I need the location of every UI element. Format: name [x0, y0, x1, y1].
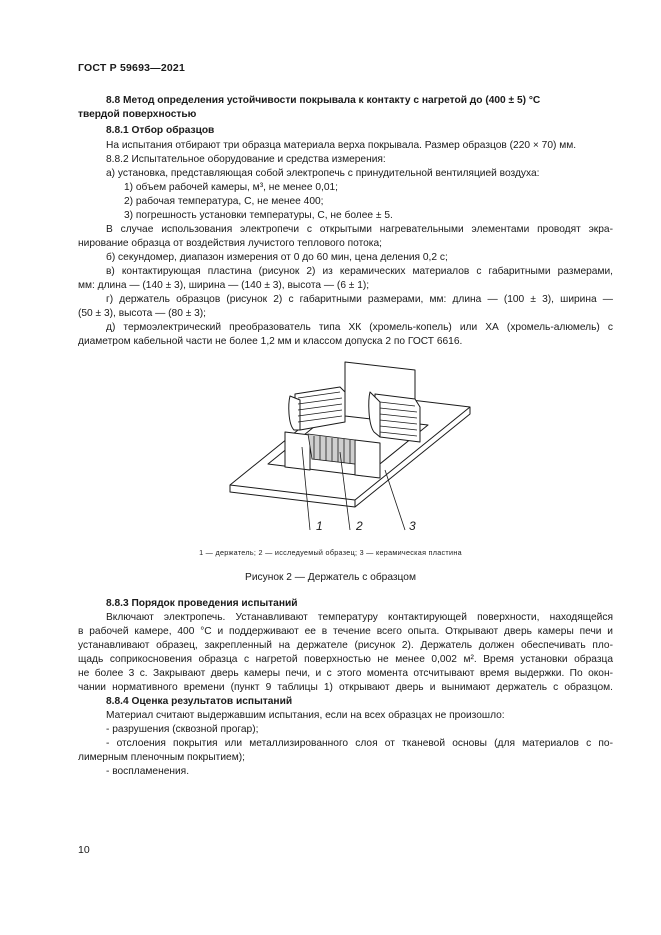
paragraph-line: диаметром кабельной части не более 1,2 мм и классом допуска 2 по ГОСТ 6616.	[78, 336, 463, 347]
list-item: д) термоэлектрический преобразователь типа ХК (хромель-копель) или ХА (хромель-алюмель) с	[106, 322, 613, 333]
section-title: 8.8 Метод определения устойчивости покрывала к контакту с нагретой до (400 ± 5) °С	[106, 95, 541, 106]
paragraph-line: не более 3 с. Закрывают дверь камеры печи, и с этого момента отсчитывают время выдержки. По окон-	[78, 668, 613, 679]
subsection-title: 8.8.3 Порядок проведения испытаний	[106, 598, 298, 609]
paragraph-line: чании нормативного времени (пункт 9 таблицы 1) открывают дверь и вынимают держатель с образцом.	[78, 682, 613, 693]
paragraph-line: мм: длина — (140 ± 3), ширина — (140 ± 3), высота — (6 ± 1);	[78, 280, 370, 291]
figure-label-2: 2	[356, 519, 363, 533]
list-item: г) держатель образцов (рисунок 2) с габаритными размерами, мм: длина — (100 ± 3), ширина —	[106, 294, 613, 305]
paragraph-line: В случае использования электропечи с открытыми нагревательными элементами проводят экра-	[106, 224, 613, 235]
subsection-title: 8.8.4 Оценка результатов испытаний	[106, 696, 293, 707]
list-item: в) контактирующая пластина (рисунок 2) из керамических материалов с габаритными размерами,	[106, 266, 613, 277]
holder-figure	[190, 352, 490, 537]
list-subitem: 1) объем рабочей камеры, м³, не менее 0,01;	[124, 182, 338, 193]
list-item: б) секундомер, диапазон измерения от 0 до 60 мин, цена деления 0,2 с;	[106, 252, 448, 263]
paragraph-line: лимерным пленочным покрытием);	[78, 752, 245, 763]
paragraph-line: Включают электропечь. Устанавливают температуру контактирующей поверхности, находящейся	[106, 612, 613, 623]
figure-label-1: 1	[316, 519, 323, 533]
figure-label-3: 3	[409, 519, 416, 533]
paragraph-line: Материал считают выдержавшим испытания, если на всех образцах не произошло:	[106, 710, 505, 721]
list-item: - воспламенения.	[106, 766, 190, 777]
figure-caption: Рисунок 2 — Держатель с образцом	[245, 572, 416, 583]
paragraph-line: устанавливают образец, закрепленный на держателе (рисунок 2). Держатель должен обеспечивать пло-	[78, 640, 613, 651]
page-number: 10	[78, 844, 90, 856]
figure-legend: 1 — держатель; 2 — исследуемый образец; 3 — керамическая пластина	[199, 548, 462, 557]
document-header: ГОСТ Р 59693—2021	[78, 62, 186, 74]
list-item: - отслоения покрытия или металлизированного слоя от тканевой основы (для материалов с по-	[106, 738, 613, 749]
subsection-title: 8.8.1 Отбор образцов	[106, 125, 215, 136]
list-item: а) установка, представляющая собой электропечь с принудительной вентиляцией воздуха:	[106, 168, 540, 179]
holder-drawing	[190, 352, 490, 537]
paragraph-line: На испытания отбирают три образца материала верха покрывала. Размер образцов (220 × 70) мм.	[106, 140, 577, 151]
paragraph-line: 8.8.2 Испытательное оборудование и средства измерения:	[106, 154, 386, 165]
list-subitem: 2) рабочая температура, С, не менее 400;	[124, 196, 324, 207]
paragraph-line: нирование образца от воздействия лучистого теплового потока;	[78, 238, 382, 249]
section-title-cont: твердой поверхностью	[78, 109, 197, 120]
list-item: - разрушения (сквозной прогар);	[106, 724, 259, 735]
paragraph-line: (50 ± 3), высота — (80 ± 3);	[78, 308, 207, 319]
paragraph-line: щадь соприкосновения образца с нагретой поверхностью не менее 0,002 м². Время установки образца	[78, 654, 613, 665]
paragraph-line: в рабочей камере, 400 °С и поддерживают ее в течение всего опыта. Открывают дверь камеры печи и	[78, 626, 613, 637]
list-subitem: 3) погрешность установки температуры, С, не более ± 5.	[124, 210, 393, 221]
